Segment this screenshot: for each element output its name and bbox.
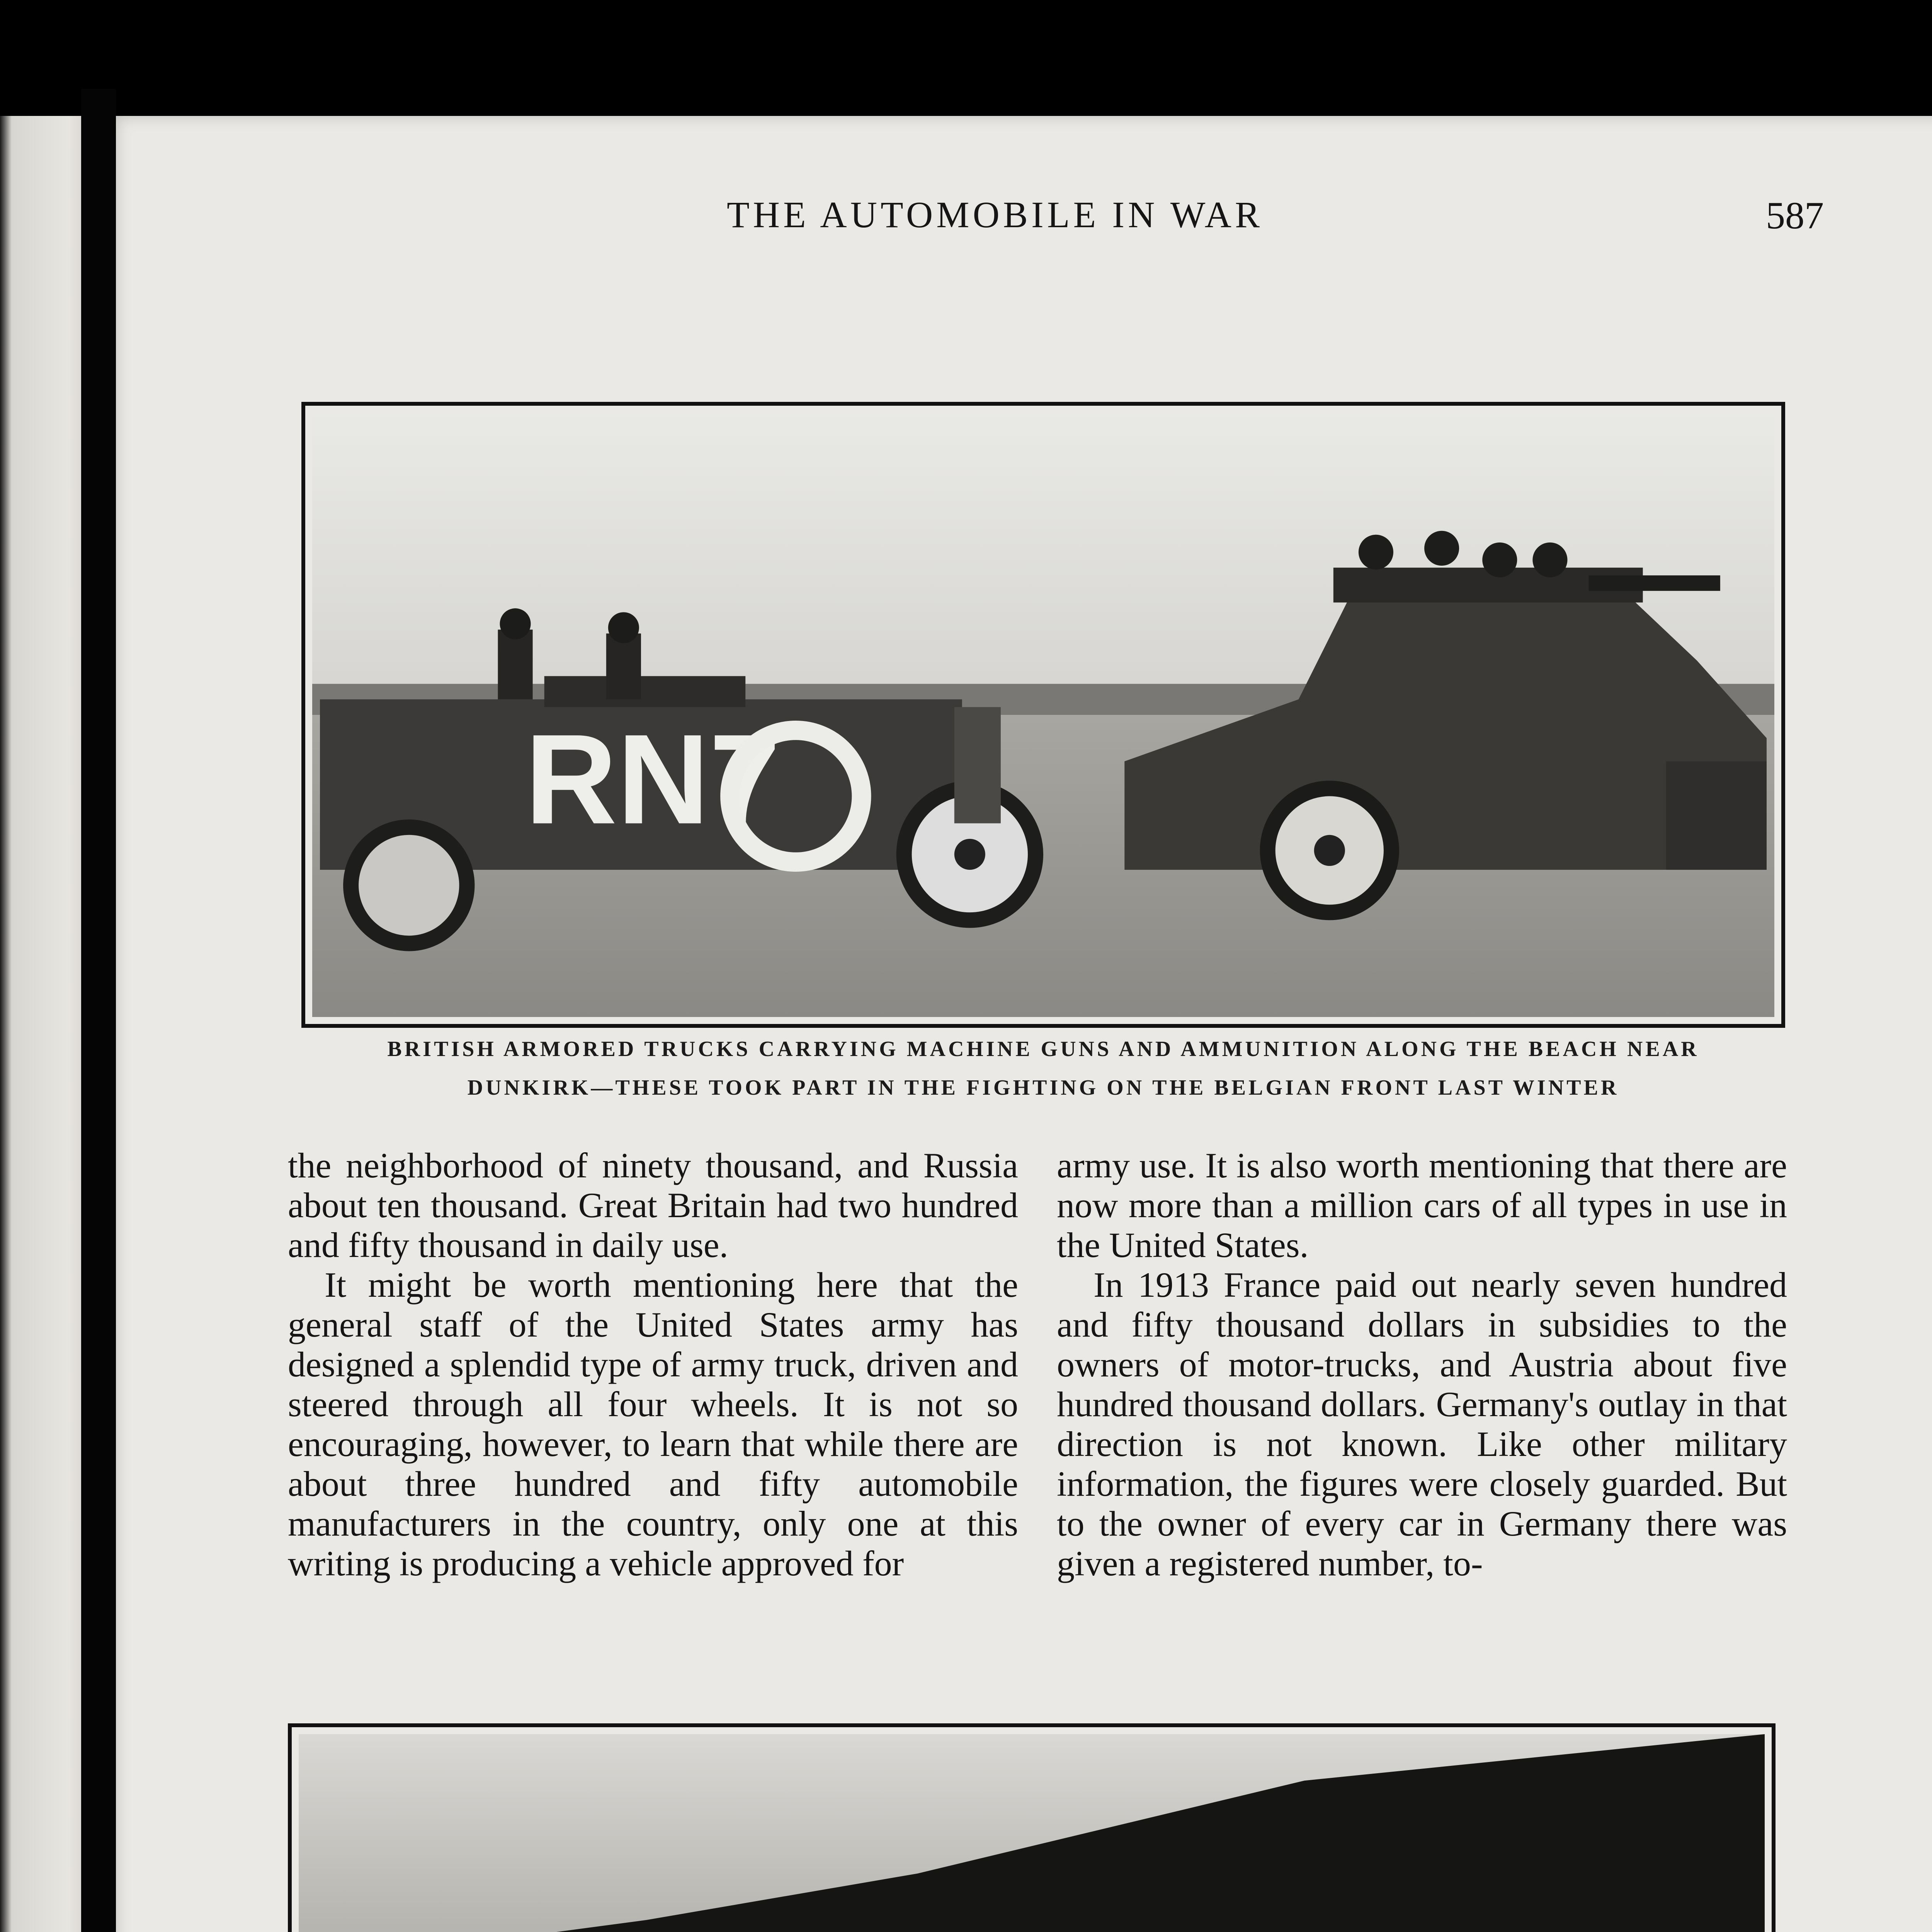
page-number: 587 bbox=[1766, 194, 1824, 237]
motor-ambulances-image bbox=[299, 1734, 1765, 1932]
paragraph: In 1913 France paid out nearly seven hundred and fifty thousand dollars in subsidies to the owners of motor-trucks, and Austria about five hundred thousand dollars. Germany's outlay in that direction is not known. Like other military information, the figures were closely guarded. But to the owner of every car in Germany there was given a registered number, to- bbox=[1057, 1265, 1787, 1583]
motor-ambulances-photo bbox=[288, 1723, 1776, 1932]
caption-line-2: DUNKIRK—THESE TOOK PART IN THE FIGHTING ON THE BELGIAN FRONT LAST WINTER bbox=[467, 1076, 1619, 1100]
running-title: THE AUTOMOBILE IN WAR bbox=[726, 194, 1264, 235]
book-gutter bbox=[81, 89, 116, 1932]
armored-trucks-image bbox=[312, 413, 1774, 1017]
text-column-right bbox=[1057, 1146, 1787, 1583]
text-column-left bbox=[288, 1146, 1018, 1583]
caption-line-1: BRITISH ARMORED TRUCKS CARRYING MACHINE GUNS AND AMMUNITION ALONG THE BEACH NEAR bbox=[387, 1037, 1699, 1061]
running-head bbox=[174, 193, 1824, 270]
paragraph: It might be worth mentioning here that the general staff of the United States army has designed a splendid type of army truck, driven and steered through all four wheels. It is not so encouraging, however, to learn that while there are about three hundred and fifty automobile manufacturers in the country, only one at this writing is producing a vehicle approved for bbox=[288, 1265, 1018, 1583]
armored-trucks-photo bbox=[301, 402, 1785, 1028]
vehicle-number-text: RN7 bbox=[525, 708, 781, 851]
top-photo-caption bbox=[301, 1030, 1785, 1107]
paragraph: army use. It is also worth mentioning that there are now more than a million cars of all types in use in the United States. bbox=[1057, 1146, 1787, 1265]
paragraph: the neighborhood of ninety thousand, and Russia about ten thousand. Great Britain had two hundred and fifty thousand in daily use. bbox=[288, 1146, 1018, 1265]
